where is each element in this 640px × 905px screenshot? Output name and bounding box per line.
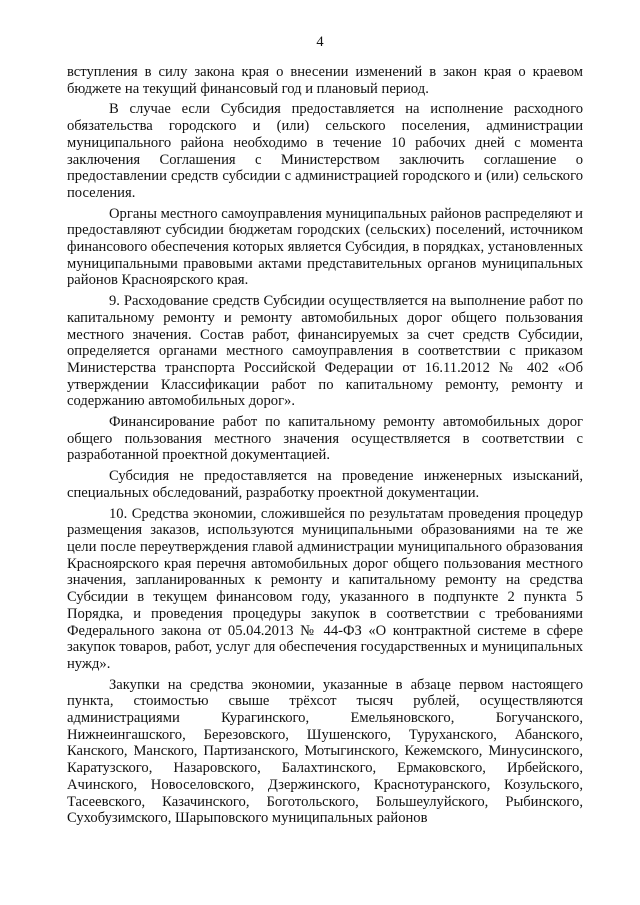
paragraph-local-authorities: Органы местного самоуправления муниципальных районов распределяют и предоставляют субсидии бюджетам городских (сельских) поселений, источником финансового обеспечения которых является Субсидия, в порядках, установленных муниципальными правовыми актами представительных органов муниципальных районов Красноярского края. [67, 205, 583, 289]
paragraph-not-provided: Субсидия не предоставляется на проведение инженерных изысканий, специальных обследований, разработку проектной документации. [67, 468, 583, 501]
paragraph-item-10: 10. Средства экономии, сложившейся по результатам проведения процедур размещения заказов, используются муниципальными образованиями на те же цели после переутверждения главой администрации муниципального образования Красноярского края перечня автомобильных дорог общего пользования местного значения, запланированных к ремонту и капитальному ремонту на средства Субсидии в текущем финансовом году, указанного в подпункте 2 пункта 5 Порядка, и проведения процедуры закупок в соответствии с требованиями Федерального закона от 05.04.2013 № 44-ФЗ «О контрактной системе в сфере закупок товаров, работ, услуг для обеспечения государственных и муниципальных нужд». [67, 505, 583, 672]
paragraph-financing: Финансирование работ по капитальному ремонту автомобильных дорог общего пользования местного значения осуществляется в соответствии с разработанной проектной документацией. [67, 414, 583, 464]
paragraph-item-9: 9. Расходование средств Субсидии осуществляется на выполнение работ по капитальному ремонту и ремонту автомобильных дорог общего пользования местного значения. Состав работ, финансируемых за счет средств Субсидии, определяется органами местного самоуправления в соответствии с приказом Министерства транспорта Российской Федерации от 16.11.2012 № 402 «Об утверждении Классификации работ по капитальному ремонту, ремонту и содержанию автомобильных дорог». [67, 293, 583, 410]
paragraph-subsidy-settlement: В случае если Субсидия предоставляется на исполнение расходного обязательства городского и (или) сельского поселения, администрации муниципального района необходимо в течение 10 рабочих дней с момента заключения Соглашения с Министерством заключить соглашение о предоставлении средств субсидии с администрацией городского и (или) сельского поселения. [67, 101, 583, 201]
document-body [67, 64, 583, 831]
page-number: 4 [316, 34, 324, 50]
paragraph-procurement: Закупки на средства экономии, указанные в абзаце первом настоящего пункта, стоимостью свыше трёхсот тысяч рублей, осуществляются администрациями Курагинского, Емельяновского, Богучанского, Нижнеингашского, Березовского, Шушенского, Туруханского, Абанского, Канского, Манского, Партизанского, Мотыгинского, Кежемского, Минусинского, Каратузского, Назаровского, Балахтинского, Ермаковского, Ирбейского, Ачинского, Новоселовского, Дзержинского, Краснотуранского, Козульского, Тасеевского, Казачинского, Боготольского, Большеулуйского, Рыбинского, Сухобузимского, Шарыповского муниципальных районов [67, 676, 583, 827]
paragraph-continuation: вступления в силу закона края о внесении изменений в закон края о краевом бюджете на текущий финансовый год и плановый период. [67, 64, 583, 97]
